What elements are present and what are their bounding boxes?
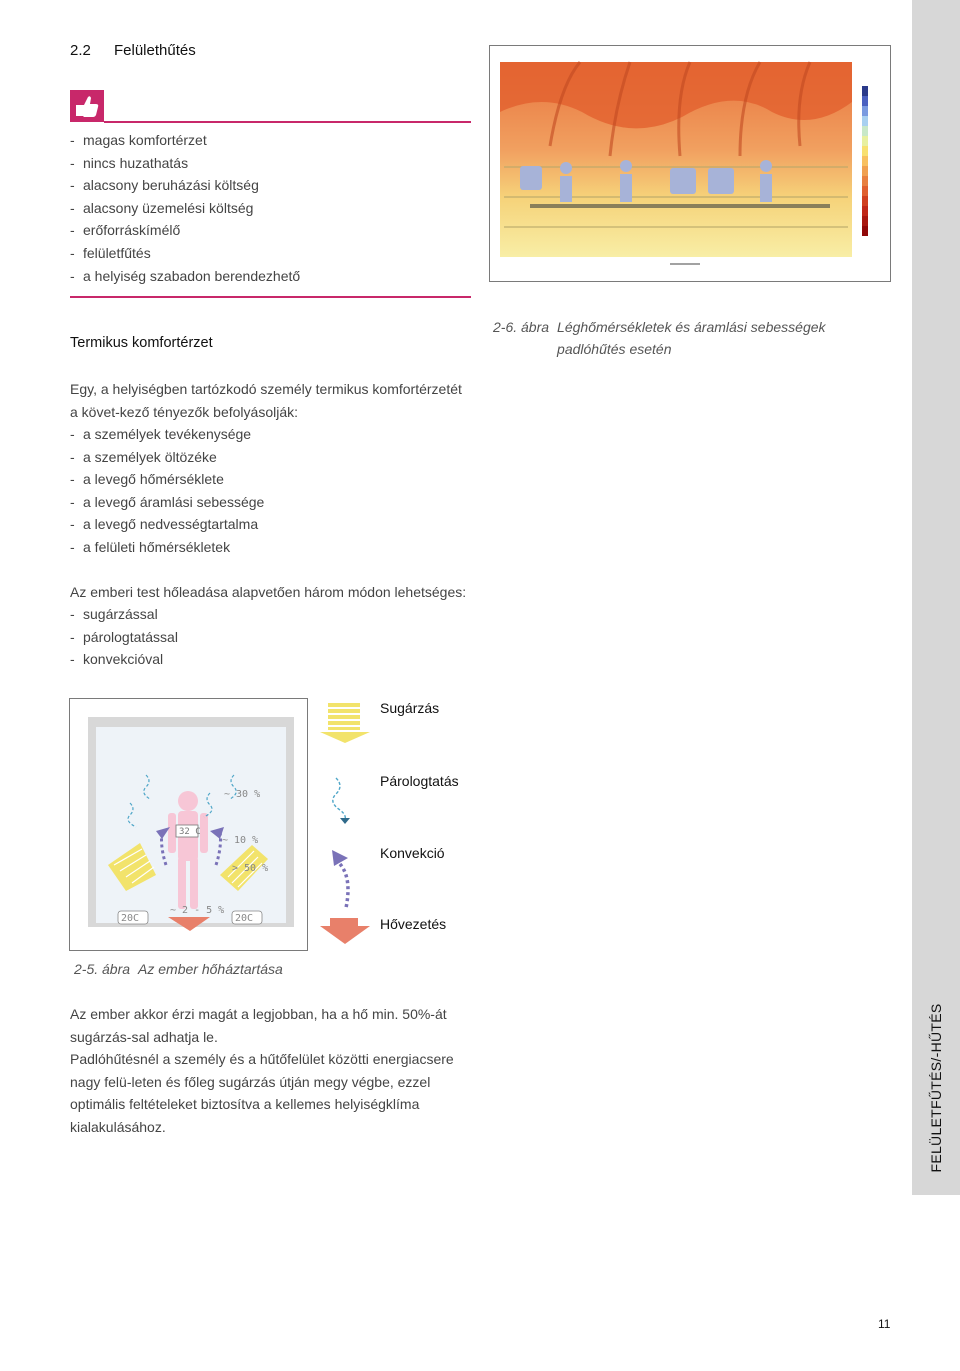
advantages-list [70, 129, 300, 287]
section-number: 2.2 [70, 42, 91, 59]
conduction-percent-label: ~ 2 - 5 % [170, 905, 225, 916]
factors-list [70, 423, 264, 559]
figure-2-5-caption [74, 958, 283, 980]
chapter-sidebar [912, 0, 960, 1195]
closing-paragraph-2: Padlóhűtésnél a személy és a hűtőfelület közötti energiacsere nagy felü-leten és főleg sugárzás útján megy végbe, ezzel optimális feltételeket biztosítva a kellemes helyiségklíma kialakulásához. [70, 1051, 454, 1135]
list-item: - a személyek öltözéke [70, 448, 217, 465]
page-number: 11 [878, 1317, 891, 1331]
heat-modes-list [70, 603, 178, 671]
list-item: - felületfűtés [70, 244, 151, 261]
list-item: - a felületi hőmérsékletek [70, 538, 231, 555]
right-surface-temp-label: 20C [235, 913, 254, 924]
figure-2-6-caption [493, 316, 883, 360]
body-temperature-label: 32 C [179, 827, 201, 837]
figure-2-6-caption-text: Léghőmérsékletek és áramlási sebességek padlóhűtés esetén [557, 319, 826, 357]
list-item: - nincs huzathatás [70, 154, 189, 171]
list-item: - párologtatással [70, 628, 178, 645]
advantages-top-rule [104, 121, 471, 123]
list-item: - a levegő hőmérséklete [70, 471, 224, 488]
figure-2-5-label: 2-5. ábra [74, 961, 131, 977]
figure-2-5-diagram [69, 698, 308, 951]
legend-evaporation: Párologtatás [380, 773, 459, 789]
list-item: - konvekcióval [70, 651, 164, 668]
list-item: - a levegő áramlási sebessége [70, 493, 265, 510]
convection-legend-icon [330, 848, 360, 910]
sidebar-chapter-title: FELÜLETFŰTÉS/-HŰTÉS [928, 1003, 944, 1173]
section-title: Felülethűtés [114, 42, 196, 59]
list-item: - erőforráskímélő [70, 222, 181, 239]
thumbs-up-icon [70, 90, 104, 122]
heat-paragraph: Az emberi test hőleadása alapvetően három módon lehetséges: [70, 584, 467, 600]
left-surface-temp-label: 20C [121, 913, 140, 924]
evaporation-legend-icon [328, 776, 358, 824]
evaporation-percent-label: ~ 30 % [224, 789, 261, 800]
list-item: - sugárzással [70, 606, 158, 622]
list-item: - a helyiség szabadon berendezhető [70, 267, 301, 284]
list-item: - alacsony beruházási költség [70, 177, 259, 194]
convection-percent-label: ~ 10 % [222, 835, 259, 846]
radiation-percent-label: > 50 % [232, 863, 269, 874]
closing-paragraph-1: Az ember akkor érzi magát a legjobban, ha a hő min. 50%-át sugárzás-sal adhatja le. [70, 1006, 447, 1045]
figure-2-5-caption-text: Az ember hőháztartása [138, 961, 283, 977]
section-heading [70, 42, 196, 59]
legend-radiation: Sugárzás [380, 700, 440, 716]
list-item: - a személyek tevékenysége [70, 426, 252, 442]
figure-2-6-image [489, 45, 891, 282]
list-item: - a levegő nedvességtartalma [70, 516, 259, 533]
radiation-legend-icon [318, 703, 372, 743]
list-item: - alacsony üzemelési költség [70, 199, 254, 216]
list-item: - magas komfortérzet [70, 132, 207, 148]
figure-2-6-label: 2-6. ábra [493, 319, 550, 335]
intro-paragraph: Egy, a helyiségben tartózkodó személy termikus komfortérzetét a követ-kező tényezők befolyásolják: [70, 381, 462, 420]
conduction-legend-icon [318, 918, 372, 946]
advantages-bottom-rule [70, 296, 471, 298]
subheading: Termikus komfortérzet [70, 335, 213, 351]
legend-convection: Konvekció [380, 845, 445, 861]
legend-conduction: Hővezetés [380, 916, 447, 932]
